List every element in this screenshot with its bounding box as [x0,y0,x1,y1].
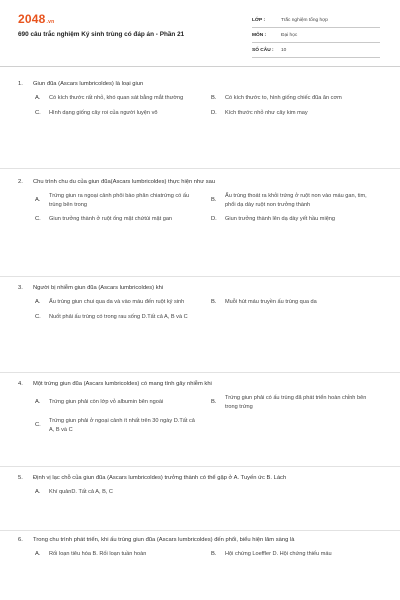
answer-options [35,192,382,224]
answer-option-a[interactable] [35,394,205,411]
question-3 [18,284,382,321]
question-stem [18,80,382,89]
answer-option-a[interactable] [35,94,205,103]
question-number: 2. [18,179,23,185]
option-letter: B. [211,197,217,204]
meta-key: LỚP : [252,17,266,23]
option-letter: A. [35,399,41,406]
answer-option-a[interactable] [35,488,381,497]
option-text: Có kích thước to, hình giống chiếc đũa ăn cơm [225,95,342,101]
answer-option-c[interactable] [35,215,205,224]
question-text: Định vị lạc chỗ của giun đũa (Ascars lumbricoldes) trưởng thành có thể gặp ở A. Tuyến ức B. Lách [33,475,287,481]
option-letter: C. [35,422,41,429]
option-letter: D. [211,109,217,116]
option-letter: B. [211,95,217,101]
option-text: Rối loạn tiêu hóa B. Rối loạn tuần hoàn [49,551,147,557]
question-number: 3. [18,285,23,291]
answer-option-d[interactable] [211,109,381,118]
option-text: Hội chứng Loeffler D. Hội chứng thiếu máu [225,551,332,557]
question-divider [0,466,400,467]
question-number: 6. [18,537,23,543]
answer-options [35,94,382,117]
meta-key: MÔN : [252,32,267,38]
answer-option-c[interactable] [35,109,205,118]
question-text: Một trứng giun đũa (Ascars lumbricoldes) có mang tính gây nhiễm khi [33,381,212,387]
document-title: 690 câu trắc nghiệm Ký sinh trùng có đáp án - Phần 21 [18,31,185,38]
question-divider [0,372,400,373]
answer-options [35,550,382,559]
answer-options [35,298,382,321]
question-stem [18,380,382,389]
question-stem [18,474,382,483]
question-divider [0,530,400,531]
option-letter: A. [35,489,41,495]
question-divider [0,168,400,169]
option-letter: C. [35,109,41,116]
header-divider [0,66,400,67]
question-number: 5. [18,475,23,481]
option-letter: A. [35,299,41,305]
option-text: Ấu trùng giun chui qua da và vào máu đến ruột ký sinh [49,299,185,305]
question-stem [18,178,382,187]
option-letter: B. [211,399,217,406]
option-text: Kích thước nhỏ như cây kim may [225,109,308,116]
site-logo[interactable] [18,12,54,26]
answer-option-b[interactable] [211,394,381,411]
meta-key: SỐ CÂU : [252,47,274,53]
answer-option-a[interactable] [35,192,205,209]
question-text: Trong chu trình phát triển, khi ấu trùng giun đũa (Ascars lumbricoldes) đến phổi, biểu hiện lâm sàng là [33,537,295,543]
option-text: Trứng giun phải còn lớp vỏ albumin bên ngoài [49,399,164,406]
meta-value: Trắc nghiệm tổng hợp [281,17,328,23]
answer-option-c[interactable] [35,313,205,322]
question-text: Người bị nhiễm giun đũa (Ascars lumbricoldes) khi [33,285,164,291]
option-letter: B. [211,299,217,305]
question-number: 4. [18,381,23,387]
option-letter: A. [35,551,41,557]
answer-option-a[interactable] [35,298,205,307]
option-letter: A. [35,95,41,101]
document-meta [252,13,380,58]
option-letter: A. [35,197,41,204]
answer-options [35,488,382,497]
option-letter: D. [211,216,217,223]
question-2 [18,178,382,224]
logo-tld: .vn [46,19,55,25]
answer-option-b[interactable] [211,298,381,307]
question-1 [18,80,382,117]
question-4 [18,380,382,434]
meta-row-count [252,43,380,58]
answer-option-a[interactable] [35,550,205,559]
question-text: Giun đũa (Ascars lumbricoldes) là loại giun [33,81,144,87]
option-text: Muỗi hút máu truyền ấu trùng qua da [225,299,317,305]
option-text: Nuốt phải ấu trùng có trong rau sống D.Tất cả A, B và C [49,313,188,320]
option-text: Hình dạng giống cây roi của người luyện võ [49,109,158,116]
option-text: Giun trưởng thành ở ruột ống mật chứtúi mật gan [49,216,173,223]
question-number: 1. [18,81,23,87]
option-text: Trứng giun phải có ấu trùng đã phát triển hoàn chỉnh bên trong trứng [225,395,367,410]
question-5 [18,474,382,497]
option-text: Có kích thước rất nhỏ, khó quan sát bằng mắt thường [49,95,184,101]
option-text: Trứng giun ra ngoại cảnh phôi bào phân chiatrứng có ấu trùng bên trong [49,193,190,208]
answer-option-c[interactable] [35,417,205,434]
option-text: Khí quảnD. Tất cả A, B, C [49,489,113,495]
option-text: Ấu trùng thoát ra khỏi trứng ở ruột non vào máu gan, tim, phổi dạ dày ruột non trưởng thành [225,193,367,208]
option-text: Trứng giun phải ở ngoại cảnh ít nhất trên 30 ngày D.Tất cả A, B và C [49,418,195,433]
question-text: Chu trình chu du của giun đũa(Ascars lumbricoldes) thực hiện như sau [33,179,216,185]
answer-option-b[interactable] [211,94,381,103]
meta-row-class [252,13,380,28]
meta-row-subject [252,28,380,43]
meta-value: 10 [281,47,287,53]
answer-option-d[interactable] [211,215,381,224]
option-letter: B. [211,551,217,557]
option-letter: C. [35,313,41,320]
answer-option-b[interactable] [211,550,381,559]
option-letter: C. [35,216,41,223]
answer-option-b[interactable] [211,192,381,209]
answer-options [35,394,382,434]
option-text: Giun trưởng thành lên dạ dày yết hầu miệng [225,216,336,223]
logo-text: 2048 [18,12,46,26]
meta-value: Đại học [281,32,298,38]
question-stem [18,284,382,293]
question-divider [0,276,400,277]
question-stem [18,536,382,545]
question-6 [18,536,382,559]
document-header [0,0,400,66]
